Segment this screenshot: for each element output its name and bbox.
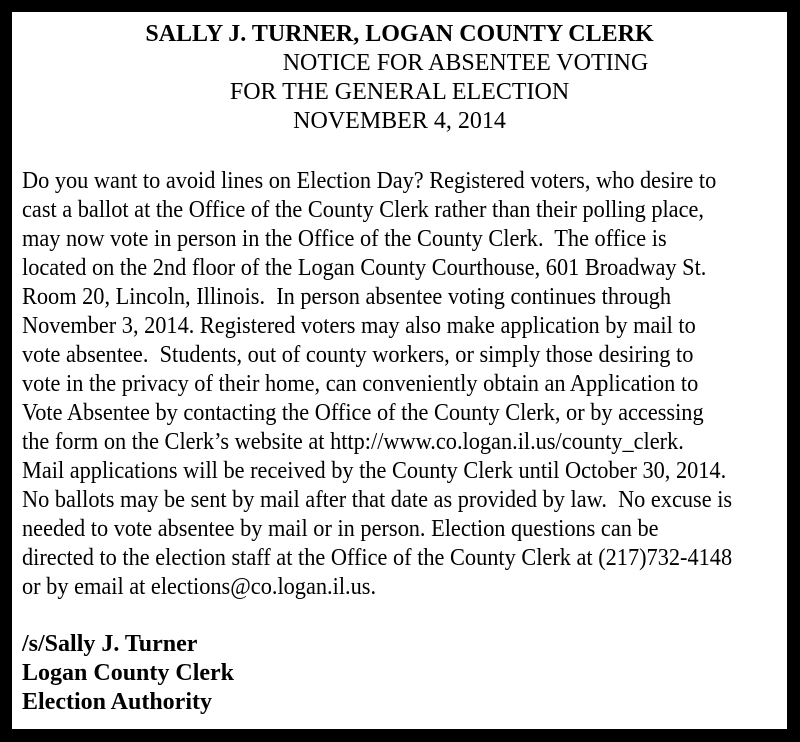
signature-block [22,630,777,717]
header-election-title: FOR THE GENERAL ELECTION [229,79,570,105]
header-clerk-name: SALLY J. TURNER, LOGAN COUNTY CLERK [145,21,654,47]
body-line: Vote Absentee by contacting the Office of the County Clerk, or by accessing [22,400,704,426]
body-line: needed to vote absentee by mail or in person. Election questions can be [22,516,659,542]
body-line: or by email at elections@co.logan.il.us. [22,574,377,600]
notice-document [12,12,787,729]
document-header [22,20,777,136]
body-line: may now vote in person in the Office of the County Clerk. The office is [22,226,667,252]
body-line: November 3, 2014. Registered voters may also make application by mail to [22,313,696,339]
signature-title: Logan County Clerk [22,660,235,686]
body-line: Room 20, Lincoln, Illinois. In person absentee voting continues through [22,284,672,310]
body-line: directed to the election staff at the Office of the County Clerk at (217)732-4148 [22,545,733,571]
signature-authority: Election Authority [22,689,212,715]
body-line: vote absentee. Students, out of county workers, or simply those desiring to [22,342,694,368]
body-line: located on the 2nd floor of the Logan County Courthouse, 601 Broadway St. [22,255,707,281]
body-line: Do you want to avoid lines on Election Day? Registered voters, who desire to [22,168,717,194]
body-line: No ballots may be sent by mail after that date as provided by law. No excuse is [22,487,733,513]
body-line: the form on the Clerk’s website at http://www.co.logan.il.us/county_clerk. [22,429,684,455]
signature-name: /s/Sally J. Turner [22,631,198,657]
notice-body-paragraph [22,167,777,602]
body-line: cast a ballot at the Office of the County Clerk rather than their polling place, [22,197,704,223]
body-line: vote in the privacy of their home, can conveniently obtain an Application to [22,371,699,397]
header-notice-title: NOTICE FOR ABSENTEE VOTING [282,50,649,76]
body-line: Mail applications will be received by the County Clerk until October 30, 2014. [22,458,727,484]
header-election-date: NOVEMBER 4, 2014 [293,108,506,134]
